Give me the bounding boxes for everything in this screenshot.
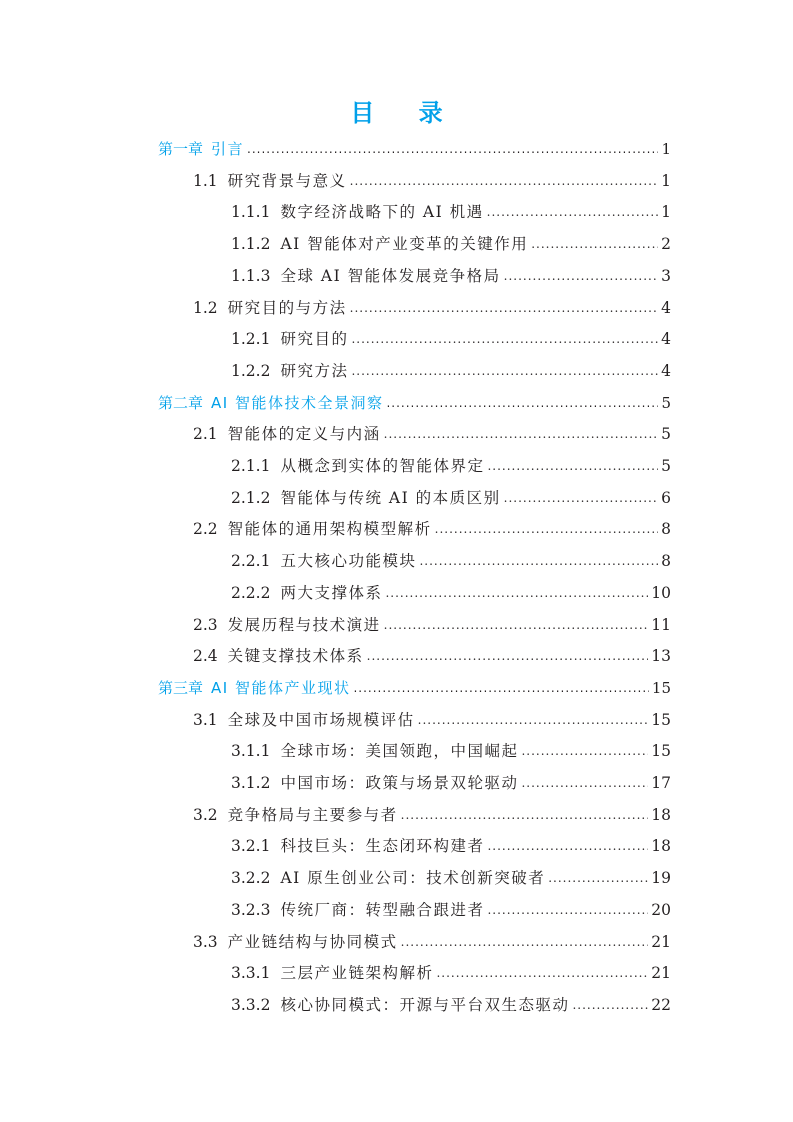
toc-entry[interactable]	[231, 545, 671, 577]
toc-entry[interactable]	[231, 577, 671, 609]
toc-leader-dots	[521, 767, 648, 799]
toc-entry[interactable]	[193, 513, 671, 545]
toc-page-number: 18	[651, 805, 671, 824]
toc-leader-dots	[435, 513, 658, 545]
toc-page-number: 22	[651, 995, 671, 1014]
toc-entry-number: 3.1	[193, 710, 218, 729]
toc-entry-number: 3.3.2	[231, 995, 271, 1014]
toc-entry-number: 3.2.3	[231, 900, 271, 919]
toc-page-number: 8	[661, 520, 671, 539]
toc-entry-number: 3.1.1	[231, 742, 271, 761]
toc-entry-title: 研究背景与意义	[227, 171, 347, 190]
toc-entry-number: 1.1.2	[231, 235, 271, 254]
toc-page-number: 21	[651, 964, 671, 983]
toc-page-number: 21	[651, 932, 671, 951]
toc-page-number: 15	[651, 742, 671, 761]
toc-entry-title: 三层产业链架构解析	[280, 964, 434, 983]
toc-leader-dots	[436, 957, 648, 989]
toc-entry-title: 科技巨头：生态闭环构建者	[280, 837, 485, 856]
toc-entry-number: 2.2.1	[231, 552, 271, 571]
toc-leader-dots	[353, 672, 648, 704]
toc-entry[interactable]	[231, 323, 671, 355]
toc-entry-title: 研究目的	[280, 330, 349, 349]
toc-entry-number: 第二章	[158, 393, 204, 412]
toc-page-number: 6	[661, 488, 671, 507]
toc-entry-number: 3.3.1	[231, 964, 271, 983]
toc-leader-dots	[531, 228, 658, 260]
toc-page-number: 1	[661, 140, 671, 158]
toc-entry-title: 智能体的通用架构模型解析	[227, 520, 432, 539]
toc-leader-dots	[384, 418, 658, 450]
toc-entry-title: 发展历程与技术演进	[227, 615, 381, 634]
toc-entry-number: 1.2.2	[231, 361, 271, 380]
toc-page-number: 5	[661, 393, 671, 412]
toc-entry-title: 数字经济战略下的 AI 机遇	[280, 203, 484, 222]
toc-page-number: 13	[651, 647, 671, 666]
toc-entry-title: AI 原生创业公司：技术创新突破者	[280, 869, 546, 888]
toc-page-number: 18	[651, 837, 671, 856]
toc-entry-number: 3.2	[193, 805, 218, 824]
toc-leader-dots	[401, 799, 649, 831]
toc-entry-title: 研究方法	[280, 361, 349, 380]
toc-entry-number: 第一章	[158, 140, 204, 158]
toc-entry-number: 2.2	[193, 520, 218, 539]
toc-entry[interactable]	[231, 957, 671, 989]
toc-entry-title: 从概念到实体的智能体界定	[280, 457, 485, 475]
toc-page-number: 8	[661, 552, 671, 571]
toc-leader-dots	[385, 577, 648, 609]
toc-entry[interactable]	[193, 609, 671, 641]
toc-leader-dots	[418, 704, 649, 736]
toc-page-number: 5	[661, 425, 671, 444]
toc-entry-title: 关键支撑技术体系	[227, 647, 364, 666]
toc-entry[interactable]	[193, 704, 671, 736]
toc-page-number: 5	[661, 457, 671, 475]
toc-leader-dots	[487, 196, 659, 228]
toc-entry[interactable]	[231, 767, 671, 799]
toc-page-number: 2	[661, 235, 671, 254]
toc-leader-dots	[351, 323, 658, 355]
toc-entry[interactable]	[193, 418, 671, 450]
toc-leader-dots	[367, 640, 649, 672]
toc-entry[interactable]	[158, 387, 671, 419]
toc-page-number: 10	[651, 583, 671, 602]
page-title: 目 录	[350, 99, 461, 127]
toc-entry[interactable]	[231, 228, 671, 260]
toc-entry-title: 全球及中国市场规模评估	[227, 710, 415, 729]
toc-entry-number: 2.1.1	[231, 457, 271, 475]
toc-entry-number: 1.1.3	[231, 266, 271, 285]
toc-entry-title: 产业链结构与协同模式	[227, 932, 398, 951]
toc-entry-number: 1.2	[193, 298, 218, 317]
toc-entry-number: 2.3	[193, 615, 218, 634]
toc-entry[interactable]	[193, 640, 671, 672]
toc-entry[interactable]	[193, 799, 671, 831]
toc-entry[interactable]	[231, 450, 671, 482]
toc-page-number: 17	[651, 774, 671, 792]
toc-leader-dots	[247, 133, 658, 165]
toc-entry[interactable]	[231, 196, 671, 228]
toc-entry-number: 3.2.1	[231, 837, 271, 856]
toc-entry-title: 引言	[211, 140, 245, 158]
toc-entry[interactable]	[231, 260, 671, 292]
toc-entry-title: 核心协同模式：开源与平台双生态驱动	[280, 995, 570, 1014]
toc-page-number: 15	[651, 678, 671, 697]
toc-entry[interactable]	[158, 133, 671, 165]
toc-page-number: 11	[651, 615, 671, 634]
toc-entry-title: AI 智能体对产业变革的关键作用	[280, 235, 529, 254]
toc-page-number: 1	[661, 171, 671, 190]
toc-entry-title: 研究目的与方法	[227, 298, 347, 317]
toc-leader-dots	[487, 894, 648, 926]
toc-leader-dots	[504, 482, 659, 514]
toc-leader-dots	[351, 355, 658, 387]
toc-entry[interactable]	[231, 862, 671, 894]
toc-entry-title: AI 智能体产业现状	[211, 678, 351, 697]
toc-entry-number: 2.1	[193, 425, 218, 444]
toc-entry-number: 3.3	[193, 932, 218, 951]
toc-page-number: 4	[661, 298, 671, 317]
toc-page-number: 20	[651, 900, 671, 919]
toc-entry[interactable]	[193, 292, 671, 324]
toc-entry-number: 3.2.2	[231, 869, 271, 888]
toc-entry-title: 传统厂商：转型融合跟进者	[280, 900, 485, 919]
toc-entry-number: 2.1.2	[231, 488, 271, 507]
toc-leader-dots	[548, 862, 648, 894]
toc-leader-dots	[401, 926, 649, 958]
toc-entry-title: 中国市场：政策与场景双轮驱动	[280, 774, 519, 792]
toc-entry[interactable]	[193, 926, 671, 958]
toc-entry[interactable]	[231, 735, 671, 767]
toc-entry[interactable]	[231, 830, 671, 862]
toc-entry-title: 两大支撑体系	[280, 583, 383, 602]
toc-leader-dots	[504, 260, 659, 292]
toc-leader-dots	[419, 545, 658, 577]
toc-entry-title: 智能体与传统 AI 的本质区别	[280, 488, 501, 507]
toc-leader-dots	[386, 387, 658, 419]
toc-entry-title: 五大核心功能模块	[280, 552, 417, 571]
toc-entry[interactable]	[193, 165, 671, 197]
toc-page-number: 1	[661, 203, 671, 222]
toc-entry[interactable]	[231, 482, 671, 514]
toc-entry-title: 智能体的定义与内涵	[227, 425, 381, 444]
toc-entry-title: 全球 AI 智能体发展竞争格局	[280, 266, 501, 285]
toc-page-number: 4	[661, 361, 671, 380]
toc-entry-number: 1.1	[193, 171, 218, 190]
toc-leader-dots	[521, 735, 648, 767]
toc-leader-dots	[487, 830, 648, 862]
toc-leader-dots	[572, 989, 648, 1021]
toc-entry[interactable]	[231, 989, 671, 1021]
toc-entry[interactable]	[158, 672, 671, 704]
toc-page-number: 19	[651, 869, 671, 888]
toc-entry-number: 第三章	[158, 678, 204, 697]
toc-entry[interactable]	[231, 355, 671, 387]
toc-entry-number: 1.2.1	[231, 330, 271, 349]
toc-entry-title: 全球市场：美国领跑，中国崛起	[280, 742, 519, 761]
toc-leader-dots	[350, 292, 658, 324]
toc-entry-number: 3.1.2	[231, 774, 271, 792]
toc-leader-dots	[487, 450, 658, 482]
toc-entry-number: 1.1.1	[231, 203, 271, 222]
toc-entry-title: 竞争格局与主要参与者	[227, 805, 398, 824]
toc-leader-dots	[384, 609, 649, 641]
toc-entry-number: 2.2.2	[231, 583, 271, 602]
toc-leader-dots	[350, 165, 658, 197]
toc-entry[interactable]	[231, 894, 671, 926]
toc-page-number: 4	[661, 330, 671, 349]
toc-entry-number: 2.4	[193, 647, 218, 666]
toc-page-number: 15	[651, 710, 671, 729]
toc-page-number: 3	[661, 266, 671, 285]
toc-entry-title: AI 智能体技术全景洞察	[211, 393, 384, 412]
